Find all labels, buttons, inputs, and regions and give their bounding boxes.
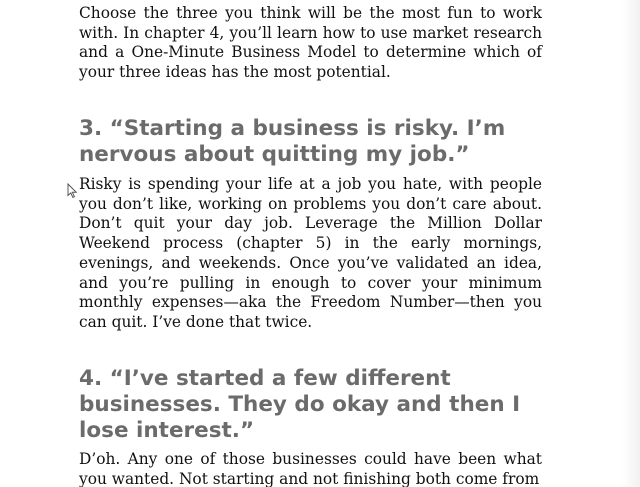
section-heading-3: 3. “Starting a business is risky. I’m nervous about quitting my job.” xyxy=(79,116,506,167)
body-paragraph: Risky is spending your life at a job you hate, with people you don’t like, working on problems you don’t care about. Don’t quit your day job. Leverage the Million Dollar Weekend process (chapter 5) in the early mornings, evenings, and weekends. Once you’ve validated an idea, and you’re pulling in enough to cover your minimum monthly expenses—aka the Freedom Number—then you can quit. I’ve done that twice. xyxy=(79,175,542,331)
body-paragraph: D’oh. Any one of those businesses could have been what you wanted. Not starting and not finishing both come from xyxy=(79,450,542,487)
section-heading-4: 4. “I’ve started a few different businesses. They do okay and then I lose interest.” xyxy=(79,366,521,443)
body-paragraph: Choose the three you think will be the most fun to work with. In chapter 4, you’ll learn how to use market research and a One-Minute Business Model to determine which of your three ideas has the most potential. xyxy=(79,4,542,82)
page-edge-shadow xyxy=(622,0,640,487)
mouse-pointer-icon xyxy=(67,183,79,199)
